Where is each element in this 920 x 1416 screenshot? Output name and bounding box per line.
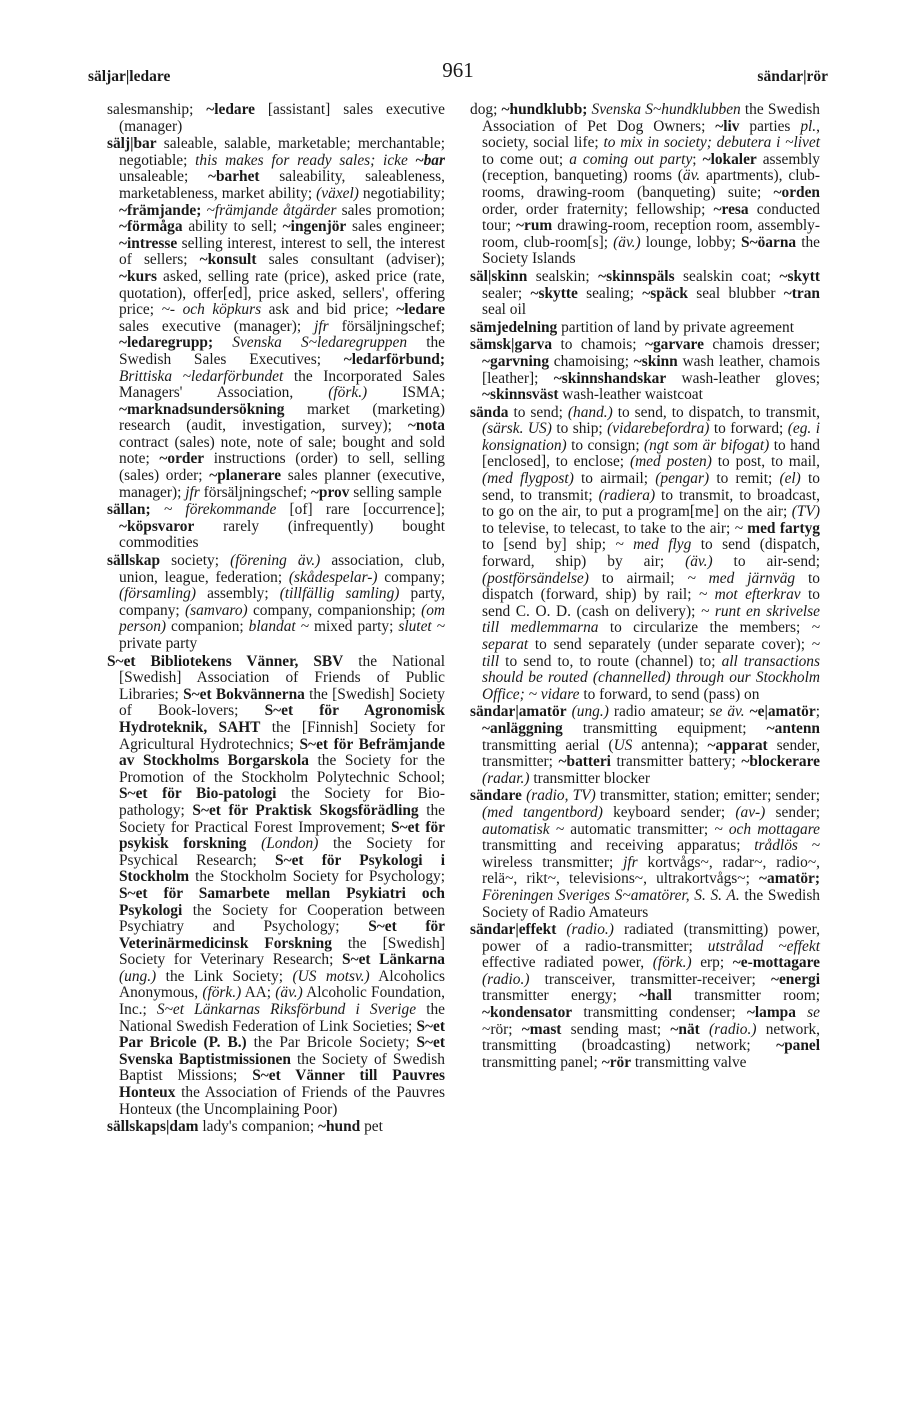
dictionary-entry: S~et Bibliotekens Vänner, SBV the National [Swedish] Association of Friends of Public Libraries; S~et Bokvännerna the [Swedish] Society of Book-lovers; S~et för Agronomisk Hydroteknik, SAHT the [Finnish] Society for Agricultural Hydrotechnics; S~et för Befrämjande av Stockholms Borgarskola the Society for the Promotion of the Stockholm Polytechnic School; S~et för Bio-patologi the Society for Bio-pathology; S~et för Praktisk Skogsförädling the Society for Practical Forest Improvement; S~et för psykisk forskning (London) the Society for Psychical Research; S~et för Psykologi i Stockholm the Stockholm Society for Psychology; S~et för Samarbete mellan Psykiatri och Psykologi the Society for Cooperation between Psychiatry and Psychology; S~et för Veterinärmedicinsk Forskning the [Swedish] Society for Veterinary Research; S~et Länkarna (ung.) the Link Society; (US motsv.) Alcoholics Anonymous, (förk.) AA; (äv.) Alcoholic Foundation, Inc.; S~et Länkarnas Riksförbund i Sverige the National Swedish Federation of Link Societies; S~et Par Bricole (P. B.) the Par Bricole Society; S~et Svenska Baptistmissionen the Society of Swedish Baptist Missions; S~et Vänner till Pauvres Honteux the Association of Friends of the Pauvres Honteux (the Uncomplaining Poor): [107, 652, 446, 1118]
dictionary-entry: sämsk|garva to chamois; ~garvare chamois dresser; ~garvning chamoising; ~skinn wash leather, chamois [leather]; ~skinnshandskar wash-leather gloves; ~skinnsväst wash-leather waistcoat: [470, 336, 820, 404]
dictionary-entry: salesmanship; ~ledare [assistant] sales executive (manager): [107, 101, 445, 135]
dictionary-entry: sändar|amatör (ung.) radio amateur; se äv. ~e|amatör; ~anläggning transmitting equipment; ~antenn transmitting aerial (US antenna); ~apparat sender, transmitter; ~batteri transmitter battery; ~blockerare (radar.) transmitter blocker: [470, 703, 821, 787]
dictionary-entry: sällskap society; (förening äv.) association, club, union, league, federation; (skådespelar-) company; (församling) assembly; (tillfällig samling) party, company; (samvaro) company, companionship; (om person) companion; blandat ~ mixed party; slutet ~ private party: [107, 552, 445, 652]
dictionary-entry: sällskaps|dam lady's companion; ~hund pet: [107, 1118, 383, 1136]
dictionary-entry: sända to send; (hand.) to send, to dispatch, to transmit, (särsk. US) to ship; (vidarebefordra) to forward; (eg. i konsignation) to consign; (ngt som är bifogat) to hand [enclosed], to enclose; (med posten) to post, to mail, (med flygpost) to airmail; (pengar) to remit; (el) to send, to transmit; (radiera) to transmit, to broadcast, to go on the air, to put a program[me] on the air; (TV) to televise, to telecast, to take to the air; ~ med fartyg to [send by] ship; ~ med flyg to send (dispatch, forward, ship) by air; (äv.) to air-send; (postförsändelse) to airmail; ~ med järnväg to dispatch (forward, ship) by rail; ~ mot efterkrav to send C. O. D. (cash on delivery); ~ runt en skrivelse till medlemmarna to circularize the members; ~ separat to send separately (under separate cover); ~ till to send to, to route (channel) to; all transactions should be routed (channelled) through our Stockholm Office; ~ vidare to forward, to send (pass) on: [470, 403, 821, 703]
page-number: 961: [442, 58, 474, 82]
right-column: [470, 102, 820, 1072]
dictionary-entry: sändare (radio, TV) transmitter, station; emitter; sender; (med tangentbord) keyboard sender; (av-) sender; automatisk ~ automatic transmitter; ~ och mottagare transmitting and receiving apparatus; trådlös ~ wireless transmitter; jfr kortvågs~, radar~, radio~, relä~, rikt~, televisions~, ultrakortvågs~; ~amatör; Föreningen Sveriges S~amatörer, S. S. A. the Swedish Society of Radio Amateurs: [470, 787, 820, 921]
left-column: [107, 102, 445, 1137]
dictionary-entry: sämjedelning partition of land by private agreement: [470, 318, 794, 336]
dictionary-entry: sändar|effekt (radio.) radiated (transmitting) power, power of a radio-transmitter; utstrålad ~effekt effective radiated power, (förk.) erp; ~e-mottagare (radio.) transceiver, transmitter-receiver; ~energi transmitter energy; ~hall transmitter room; ~kondensator transmitting condenser; ~lampa se ~rör; ~mast sending mast; ~nät (radio.) network, transmitting (broadcasting) network; ~panel transmitting panel; ~rör transmitting valve: [470, 921, 820, 1071]
dictionary-entry: sälj|bar saleable, salable, marketable; merchantable; negotiable; this makes for ready sales; icke ~bar unsaleable; ~barhet saleability, saleableness, marketableness, market ability; (växel) negotiability; ~främjande; ~främjande åtgärder sales promotion; ~förmåga ability to sell; ~ingenjör sales engineer; ~intresse selling interest, interest to sell, the interest of sellers; ~konsult sales consultant (adviser); ~kurs asked, selling rate (price), asked price (rate, quotation), offer[ed], price asked, sellers', offering price; ~- och köpkurs ask and bid price; ~ledare sales executive (manager); jfr försäljningschef; ~ledaregrupp; Svenska S~ledaregruppen the Swedish Sales Executives; ~ledarförbund; Brittiska ~ledarförbundet the Incorporated Sales Managers' Association, (förk.) ISMA; ~marknadsundersökning market (marketing) research (audit, investigation, survey); ~nota contract (sales) note, note of sale; bought and sold note; ~order instructions (order) to sell, selling (sales) order; ~planerare sales planner (executive, manager); jfr försäljningschef; ~prov selling sample: [107, 135, 446, 501]
dictionary-entry: dog; ~hundklubb; Svenska S~hundklubben the Swedish Association of Pet Dog Owners; ~liv parties pl., society, social life; to mix in society; debutera i ~livet to come out; a coming out party; ~lokaler assembly (reception, banqueting) rooms (äv. apartments), club-rooms, drawing-room (banqueting) suite; ~orden order, order fraternity; fellowship; ~resa conducted tour; ~rum drawing-room, reception room, assembly-room, club-room[s]; (äv.) lounge, lobby; S~öarna the Society Islands: [470, 101, 820, 268]
page-header: [88, 58, 828, 88]
left-running-headword: säljar|ledare: [88, 68, 171, 85]
right-running-headword: sändar|rör: [757, 68, 828, 85]
dictionary-entry: säl|skinn sealskin; ~skinnspäls sealskin coat; ~skytt sealer; ~skytte sealing; ~späck seal blubber ~tran seal oil: [470, 267, 820, 319]
dictionary-entry: sällan; ~ förekommande [of] rare [occurrence]; ~köpsvaror rarely (infrequently) bought commodities: [107, 501, 445, 552]
